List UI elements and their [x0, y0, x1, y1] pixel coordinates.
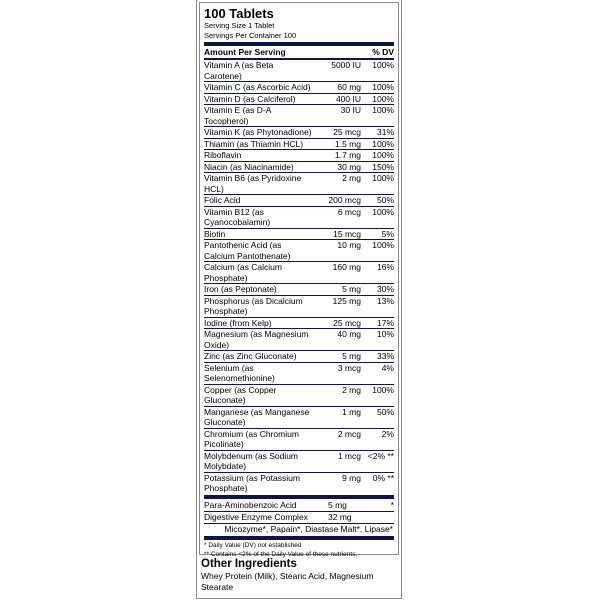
extra-ingredient-row	[204, 500, 394, 512]
nutrient-row	[204, 407, 394, 429]
nutrient-row	[204, 385, 394, 407]
nutrient-row	[204, 429, 394, 451]
nutrient-row	[204, 296, 394, 318]
nutrient-row	[204, 229, 394, 241]
nutrient-amount: 2 mcg	[337, 428, 361, 439]
nutrient-dv: 100%	[372, 240, 394, 250]
nutrient-amount: 3 mcg	[337, 362, 361, 373]
nutrient-name: Magnesium (as Magnesium Oxide)	[204, 329, 309, 350]
nutrient-name: Vitamin D (as Calciferol)	[204, 93, 296, 104]
table-header	[204, 47, 394, 60]
nutrient-name: Vitamin E (as D-A Tocopherol)	[204, 105, 271, 126]
extra-amount: 5 mg	[328, 499, 347, 510]
enzyme-blend: Micozyme*, Papain*, Diastase Malt*, Lipase*	[224, 523, 393, 534]
nutrient-row	[204, 473, 394, 494]
servings-per-container: Servings Per Container 100	[204, 31, 297, 40]
nutrient-dv: 50%	[376, 406, 394, 417]
nutrient-dv: 10%	[376, 329, 394, 339]
nutrient-name: Manganese (as Manganese Gluconate)	[204, 406, 310, 427]
nutrient-name: Niacin (as Niacinamide)	[204, 161, 294, 172]
nutrient-row	[204, 351, 394, 363]
nutrient-row	[204, 127, 394, 139]
nutrient-name: Molybdenum (as Sodium Molybdate)	[204, 450, 299, 471]
nutrient-amount: 60 mg	[337, 82, 361, 92]
nutrient-dv: 31%	[376, 127, 394, 137]
nutrient-row	[204, 94, 394, 106]
nutrient-row	[204, 195, 394, 207]
nutrient-dv: 100%	[372, 93, 394, 104]
nutrient-dv: 100%	[372, 206, 394, 217]
nutrient-name: Selenium (as Selenomethionine)	[204, 362, 275, 383]
extra-amount: 32 mg	[328, 511, 352, 522]
nutrient-dv: 50%	[376, 195, 394, 205]
nutrient-amount: 2 mg	[342, 173, 361, 183]
nutrient-dv: 13%	[376, 295, 394, 306]
nutrient-dv: 100%	[372, 105, 394, 115]
nutrient-row	[204, 284, 394, 296]
nutrient-amount: 1 mcg	[337, 450, 361, 461]
nutrient-row	[204, 60, 394, 82]
nutrient-row	[204, 329, 394, 351]
nutrient-row	[204, 363, 394, 385]
nutrient-name: Pantothenic Acid (as Calcium Pantothenate)	[204, 240, 291, 261]
nutrient-row	[204, 318, 394, 330]
nutrient-row	[204, 173, 394, 195]
nutrient-dv: 100%	[372, 173, 394, 183]
supplement-facts-box	[199, 2, 399, 558]
nutrient-name: Vitamin K (as Phytonadione)	[204, 127, 312, 137]
nutrient-name: Biotin	[204, 228, 226, 239]
nutrient-amount: 400 IU	[335, 93, 361, 104]
extras-list	[204, 500, 394, 524]
nutrient-amount: 1.5 mg	[335, 138, 361, 149]
nutrient-row	[204, 162, 394, 174]
nutrient-dv: 5%	[381, 228, 394, 239]
extra-name: Digestive Enzyme Complex	[204, 511, 308, 522]
nutrient-dv: 17%	[376, 317, 394, 328]
serving-size: Serving Size 1 Tablet	[204, 21, 275, 30]
nutrient-name: Iodine (from Kelp)	[204, 317, 272, 328]
nutrient-amount: 2 mg	[342, 384, 361, 395]
divider	[204, 536, 394, 540]
footnote-less-than-2: ** Contains <2% of the Daily Value of these nutrients.	[204, 550, 358, 558]
nutrient-dv: 4%	[381, 362, 394, 373]
other-ingredients-text: Whey Protein (Milk), Stearic Acid, Magnesium Stearate	[201, 571, 374, 592]
extra-dv	[364, 512, 394, 523]
nutrient-row	[204, 150, 394, 162]
nutrient-amount: 1.7 mg	[335, 150, 361, 160]
nutrient-dv: 100%	[372, 150, 394, 160]
nutrient-amount: 25 mcg	[333, 317, 361, 328]
nutrient-name: Calcium (as Calcium Phosphate)	[204, 262, 282, 283]
nutrient-amount: 25 mcg	[333, 127, 361, 137]
nutrient-amount: 30 IU	[340, 105, 361, 115]
nutrient-name: Iron (as Peptonate)	[204, 284, 277, 294]
nutrient-amount: 40 mg	[337, 329, 361, 339]
nutrient-dv: 100%	[372, 384, 394, 395]
footnote-dv: * Daily Value (DV) not established	[204, 541, 302, 549]
nutrient-amount: 5 mg	[342, 284, 361, 294]
nutrient-amount: 1 mg	[342, 406, 361, 417]
nutrient-name: Folic Acid	[204, 195, 241, 205]
nutrient-name: Vitamin B12 (as Cyanocobalamin)	[204, 206, 271, 227]
nutrient-amount: 30 mg	[337, 161, 361, 172]
nutrient-name: Vitamin C (as Ascorbic Acid)	[204, 82, 311, 92]
nutrient-row	[204, 262, 394, 284]
extra-name: Para-Aminobenzoic Acid	[204, 499, 297, 510]
nutrient-amount: 125 mg	[332, 295, 361, 306]
extra-ingredient-row	[204, 512, 394, 524]
nutrient-row	[204, 105, 394, 127]
nutrient-amount: 10 mg	[337, 240, 361, 250]
nutrient-amount: 15 mcg	[333, 228, 361, 239]
nutrient-dv: 100%	[372, 82, 394, 92]
other-ingredients-title: Other Ingredients	[201, 558, 297, 570]
nutrient-name: Vitamin B6 (as Pyridoxine HCL)	[204, 173, 302, 194]
amount-per-serving-header: Amount Per Serving	[204, 47, 286, 57]
nutrient-amount: 9 mg	[342, 472, 361, 483]
nutrient-dv: 100%	[372, 138, 394, 149]
nutrient-name: Riboflavin	[204, 150, 242, 160]
nutrient-name: Potassium (as Potassium Phosphate)	[204, 472, 300, 493]
nutrient-row	[204, 451, 394, 473]
nutrient-row	[204, 82, 394, 94]
nutrient-name: Phosphorus (as Dicalcium Phosphate)	[204, 295, 303, 316]
nutrient-row	[204, 240, 394, 262]
extra-dv: *	[390, 499, 394, 510]
nutrient-dv: 150%	[372, 161, 394, 172]
nutrient-name: Chromium (as Chromium Picolinate)	[204, 428, 299, 449]
nutrient-dv: <2% **	[367, 450, 394, 461]
other-ingredients-section	[201, 558, 399, 593]
supplement-facts-panel	[196, 0, 402, 599]
nutrient-name: Vitamin A (as Beta Carotene)	[204, 60, 274, 81]
nutrient-row	[204, 139, 394, 151]
nutrient-name: Copper (as Copper Gluconate)	[204, 384, 277, 405]
dv-header: % DV	[372, 47, 394, 57]
nutrient-amount: 5000 IU	[331, 60, 361, 70]
nutrient-amount: 5 mg	[342, 351, 361, 361]
product-count-title: 100 Tablets	[204, 6, 274, 21]
nutrient-dv: 100%	[372, 60, 394, 70]
nutrient-row	[204, 207, 394, 229]
nutrient-dv: 16%	[376, 262, 394, 272]
nutrient-name: Zinc (as Zinc Gluconate)	[204, 351, 297, 361]
nutrient-amount: 6 mcg	[337, 206, 361, 217]
nutrient-name: Thiamin (as Thiamin HCL)	[204, 138, 304, 149]
nutrient-amount: 200 mcg	[328, 195, 361, 205]
nutrient-list	[204, 60, 394, 494]
nutrient-dv: 30%	[376, 284, 394, 294]
nutrient-dv: 0% **	[372, 472, 394, 483]
divider	[204, 495, 394, 499]
divider	[204, 42, 394, 46]
nutrient-dv: 33%	[376, 351, 394, 361]
nutrient-dv: 2%	[381, 428, 394, 439]
nutrient-amount: 160 mg	[332, 262, 361, 272]
